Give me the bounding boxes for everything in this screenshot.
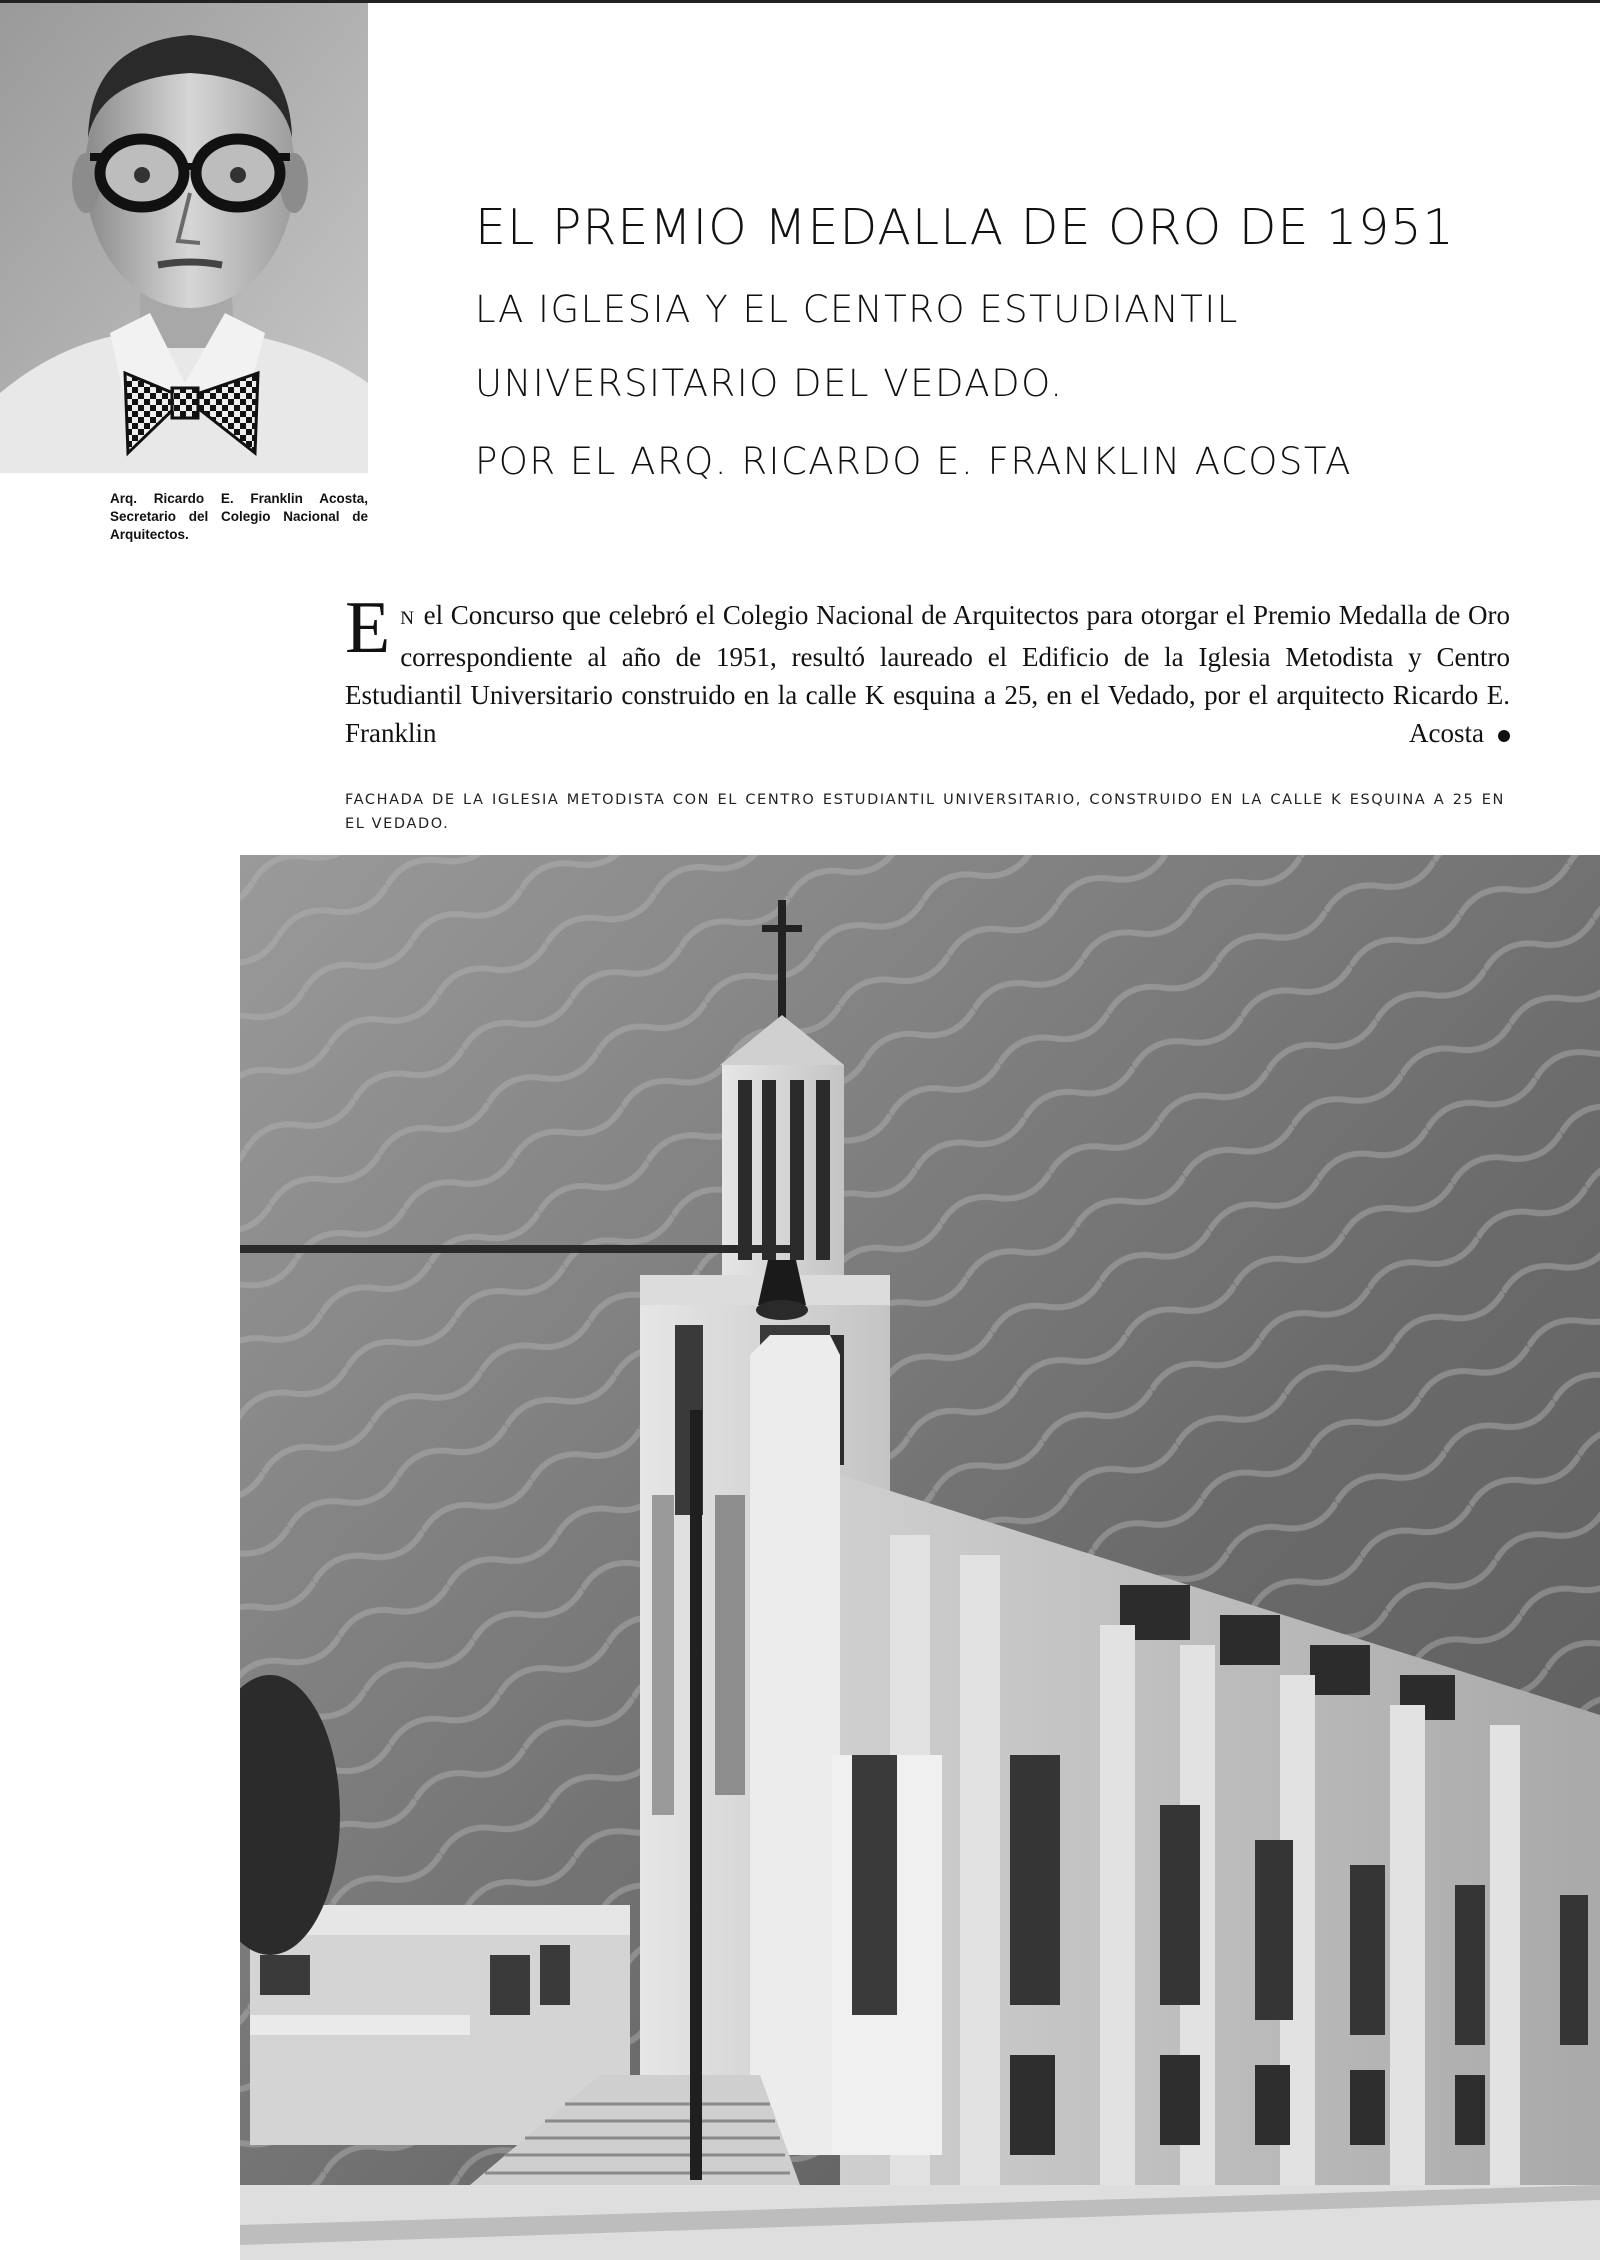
church-facade-photo (240, 855, 1600, 2260)
page-title: EL PREMIO MEDALLA DE ORO DE 1951 (475, 199, 1455, 256)
architect-portrait-photo (0, 3, 368, 473)
portrait-caption: Arq. Ricardo E. Franklin Acosta, Secretario del Colegio Nacional de Arquitectos. (110, 491, 368, 542)
drop-cap: E (345, 587, 391, 669)
subtitle-line-1: LA IGLESIA Y EL CENTRO ESTUDIANTIL (475, 288, 1239, 331)
intro-text: el Concurso que celebró el Colegio Nacional de Arquitectos para otorgar el Premio Medalla de Oro correspondiente al año de 1951, resultó laureado el Edificio de la Iglesia Metodista y Centro Estudiantil Universitario construido en la calle K esquina a 25, en el Vedado, por el arquitecto Ricardo E. Franklin Acosta (345, 600, 1511, 748)
author-line: POR EL ARQ. RICARDO E. FRANKLIN ACOSTA (475, 440, 1352, 483)
end-bullet-icon (1498, 730, 1510, 742)
photo-caption: FACHADA DE LA IGLESIA METODISTA CON EL CENTRO ESTUDIANTIL UNIVERSITARIO, CONSTRUIDO EN LA CALLE K ESQUINA A 25 EN EL VEDADO. (345, 792, 1505, 832)
intro-paragraph (345, 587, 1511, 752)
first-word: N (400, 608, 416, 629)
subtitle-line-2: UNIVERSITARIO DEL VEDADO. (475, 362, 1064, 405)
title-block (475, 190, 1565, 506)
